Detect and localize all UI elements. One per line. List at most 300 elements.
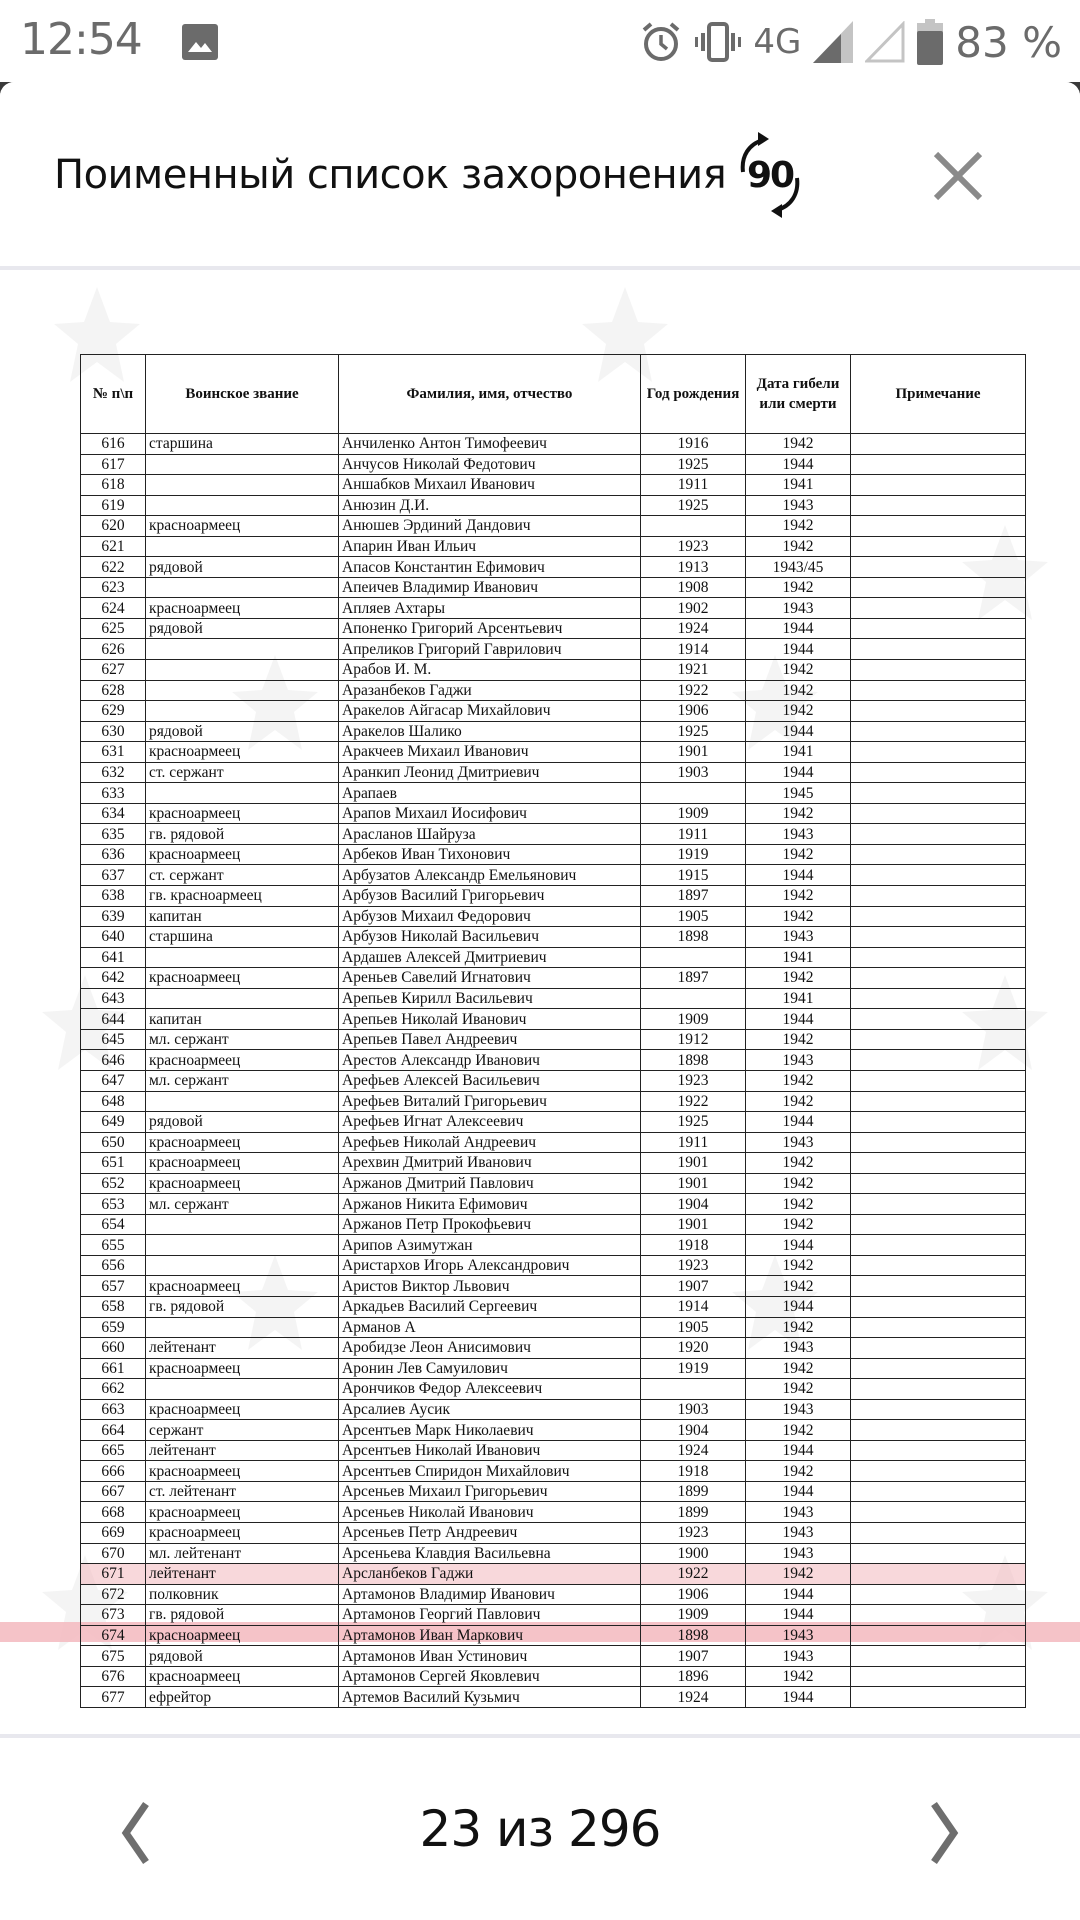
row-death-date: 1944 xyxy=(746,1235,851,1256)
table-row xyxy=(81,639,1026,660)
pagination-bar xyxy=(0,1734,1080,1920)
row-death-date: 1944 xyxy=(746,618,851,639)
row-number: 670 xyxy=(81,1543,146,1564)
table-row xyxy=(81,742,1026,763)
row-full-name: Арепьев Николай Иванович xyxy=(339,1009,641,1030)
row-note xyxy=(851,639,1026,660)
row-death-date: 1944 xyxy=(746,1296,851,1317)
row-note xyxy=(851,824,1026,845)
status-bar xyxy=(0,0,1080,82)
row-note xyxy=(851,1009,1026,1030)
table-row xyxy=(81,783,1026,804)
row-full-name: Артамонов Сергей Яковлевич xyxy=(339,1666,641,1687)
alarm-icon xyxy=(639,20,683,64)
row-rank: старшина xyxy=(146,927,339,948)
row-rank: ст. сержант xyxy=(146,865,339,886)
close-icon xyxy=(930,148,986,204)
row-death-date: 1942 xyxy=(746,803,851,824)
row-full-name: Арсентьев Марк Николаевич xyxy=(339,1420,641,1441)
row-number: 662 xyxy=(81,1379,146,1400)
row-birth-year: 1909 xyxy=(641,803,746,824)
row-full-name: Арончиков Федор Алексеевич xyxy=(339,1379,641,1400)
row-birth-year: 1914 xyxy=(641,639,746,660)
table-row xyxy=(81,660,1026,681)
row-note xyxy=(851,701,1026,722)
row-death-date: 1943 xyxy=(746,1502,851,1523)
row-full-name: Арсеньев Николай Иванович xyxy=(339,1502,641,1523)
row-note xyxy=(851,742,1026,763)
row-death-date: 1942 xyxy=(746,1379,851,1400)
row-birth-year: 1924 xyxy=(641,1440,746,1461)
table-row xyxy=(81,1502,1026,1523)
row-birth-year: 1901 xyxy=(641,1214,746,1235)
row-full-name: Апеичев Владимир Иванович xyxy=(339,577,641,598)
row-note xyxy=(851,1029,1026,1050)
row-birth-year: 1911 xyxy=(641,1132,746,1153)
row-rank xyxy=(146,988,339,1009)
table-row xyxy=(81,1399,1026,1420)
table-row xyxy=(81,1194,1026,1215)
table-row xyxy=(81,1522,1026,1543)
row-number: 628 xyxy=(81,680,146,701)
row-death-date: 1942 xyxy=(746,1276,851,1297)
column-header-name: Фамилия, имя, отчество xyxy=(339,355,641,434)
row-note xyxy=(851,495,1026,516)
row-full-name: Апреликов Григорий Гаврилович xyxy=(339,639,641,660)
row-number: 643 xyxy=(81,988,146,1009)
row-number: 664 xyxy=(81,1420,146,1441)
row-birth-year: 1918 xyxy=(641,1235,746,1256)
table-row xyxy=(81,1687,1026,1708)
row-full-name: Арбузов Николай Васильевич xyxy=(339,927,641,948)
row-death-date: 1942 xyxy=(746,434,851,455)
row-death-date: 1943 xyxy=(746,824,851,845)
table-row xyxy=(81,454,1026,475)
row-number: 669 xyxy=(81,1522,146,1543)
row-birth-year: 1908 xyxy=(641,577,746,598)
row-number: 626 xyxy=(81,639,146,660)
row-rank: красноармеец xyxy=(146,803,339,824)
table-row xyxy=(81,1296,1026,1317)
row-birth-year: 1905 xyxy=(641,1317,746,1338)
row-death-date: 1942 xyxy=(746,1070,851,1091)
table-row xyxy=(81,906,1026,927)
table-row xyxy=(81,1564,1026,1585)
table-row xyxy=(81,1050,1026,1071)
gallery-icon xyxy=(180,22,220,62)
row-death-date: 1941 xyxy=(746,742,851,763)
table-row xyxy=(81,1584,1026,1605)
row-birth-year: 1900 xyxy=(641,1543,746,1564)
row-rank: красноармеец xyxy=(146,742,339,763)
row-note xyxy=(851,844,1026,865)
row-note xyxy=(851,1687,1026,1708)
row-note xyxy=(851,1070,1026,1091)
row-number: 644 xyxy=(81,1009,146,1030)
row-death-date: 1942 xyxy=(746,1255,851,1276)
vibrate-icon xyxy=(695,20,741,64)
row-full-name: Арбузов Михаил Федорович xyxy=(339,906,641,927)
row-death-date: 1942 xyxy=(746,1461,851,1482)
row-birth-year xyxy=(641,783,746,804)
row-full-name: Анчиленко Антон Тимофеевич xyxy=(339,434,641,455)
row-full-name: Аржанов Никита Ефимович xyxy=(339,1194,641,1215)
row-full-name: Аробидзе Леон Анисимович xyxy=(339,1338,641,1359)
row-note xyxy=(851,968,1026,989)
row-birth-year: 1923 xyxy=(641,1255,746,1276)
row-note xyxy=(851,1358,1026,1379)
row-full-name: Арсланбеков Гаджи xyxy=(339,1564,641,1585)
row-birth-year: 1915 xyxy=(641,865,746,886)
row-number: 677 xyxy=(81,1687,146,1708)
row-death-date: 1944 xyxy=(746,1112,851,1133)
row-number: 647 xyxy=(81,1070,146,1091)
row-number: 642 xyxy=(81,968,146,989)
row-rank: гв. рядовой xyxy=(146,824,339,845)
row-rank: красноармеец xyxy=(146,1132,339,1153)
table-row xyxy=(81,1255,1026,1276)
row-birth-year: 1911 xyxy=(641,824,746,845)
row-rank: красноармеец xyxy=(146,1173,339,1194)
row-number: 630 xyxy=(81,721,146,742)
row-full-name: Арбузатов Александр Емельянович xyxy=(339,865,641,886)
row-full-name: Аншабков Михаил Иванович xyxy=(339,475,641,496)
row-number: 656 xyxy=(81,1255,146,1276)
row-number: 631 xyxy=(81,742,146,763)
row-full-name: Аракелов Айгасар Михайлович xyxy=(339,701,641,722)
row-rank: рядовой xyxy=(146,618,339,639)
row-death-date: 1944 xyxy=(746,1584,851,1605)
row-note xyxy=(851,865,1026,886)
row-full-name: Арипов Азимутжан xyxy=(339,1235,641,1256)
row-death-date: 1942 xyxy=(746,886,851,907)
table-row xyxy=(81,844,1026,865)
row-death-date: 1944 xyxy=(746,1605,851,1626)
row-note xyxy=(851,1399,1026,1420)
close-button[interactable] xyxy=(930,148,986,204)
row-birth-year xyxy=(641,516,746,537)
row-number: 622 xyxy=(81,557,146,578)
row-death-date: 1943 xyxy=(746,1646,851,1667)
row-number: 621 xyxy=(81,536,146,557)
row-birth-year: 1911 xyxy=(641,475,746,496)
row-rank xyxy=(146,1379,339,1400)
table-row xyxy=(81,434,1026,455)
row-full-name: Артамонов Владимир Иванович xyxy=(339,1584,641,1605)
row-death-date: 1942 xyxy=(746,1153,851,1174)
row-full-name: Арсалиев Аусик xyxy=(339,1399,641,1420)
row-full-name: Арбузов Василий Григорьевич xyxy=(339,886,641,907)
row-note xyxy=(851,1440,1026,1461)
row-rank xyxy=(146,577,339,598)
row-rank: рядовой xyxy=(146,557,339,578)
row-full-name: Аракелов Шалико xyxy=(339,721,641,742)
row-number: 665 xyxy=(81,1440,146,1461)
row-rank xyxy=(146,454,339,475)
row-death-date: 1944 xyxy=(746,762,851,783)
row-birth-year: 1909 xyxy=(641,1605,746,1626)
row-rank: красноармеец xyxy=(146,1358,339,1379)
column-header-number: № п\п xyxy=(81,355,146,434)
row-note xyxy=(851,660,1026,681)
table-row xyxy=(81,516,1026,537)
table-row xyxy=(81,1009,1026,1030)
row-note xyxy=(851,1666,1026,1687)
row-birth-year: 1925 xyxy=(641,721,746,742)
row-death-date: 1943 xyxy=(746,1625,851,1646)
row-full-name: Арсеньев Михаил Григорьевич xyxy=(339,1481,641,1502)
row-note xyxy=(851,1543,1026,1564)
row-note xyxy=(851,721,1026,742)
row-birth-year: 1913 xyxy=(641,557,746,578)
row-birth-year: 1919 xyxy=(641,844,746,865)
row-birth-year: 1906 xyxy=(641,1584,746,1605)
document-page[interactable] xyxy=(0,270,1080,1816)
row-birth-year: 1916 xyxy=(641,434,746,455)
row-full-name: Аракчеев Михаил Иванович xyxy=(339,742,641,763)
table-row xyxy=(81,1605,1026,1626)
row-birth-year: 1923 xyxy=(641,1522,746,1543)
row-number: 667 xyxy=(81,1481,146,1502)
row-full-name: Аржанов Дмитрий Павлович xyxy=(339,1173,641,1194)
row-full-name: Арефьев Игнат Алексеевич xyxy=(339,1112,641,1133)
row-rank xyxy=(146,660,339,681)
row-full-name: Артамонов Иван Устинович xyxy=(339,1646,641,1667)
row-full-name: Апляев Ахтары xyxy=(339,598,641,619)
row-birth-year xyxy=(641,1379,746,1400)
document-viewer xyxy=(0,82,1080,1920)
table-row xyxy=(81,886,1026,907)
row-death-date: 1944 xyxy=(746,1481,851,1502)
row-death-date: 1942 xyxy=(746,968,851,989)
row-note xyxy=(851,1338,1026,1359)
table-row xyxy=(81,1666,1026,1687)
row-rank: красноармеец xyxy=(146,1502,339,1523)
row-full-name: Аронин Лев Самуилович xyxy=(339,1358,641,1379)
row-number: 675 xyxy=(81,1646,146,1667)
row-number: 616 xyxy=(81,434,146,455)
row-full-name: Аристов Виктор Львович xyxy=(339,1276,641,1297)
row-birth-year: 1925 xyxy=(641,454,746,475)
row-rank: сержант xyxy=(146,1420,339,1441)
row-number: 639 xyxy=(81,906,146,927)
table-row xyxy=(81,762,1026,783)
row-note xyxy=(851,1173,1026,1194)
row-number: 620 xyxy=(81,516,146,537)
row-death-date: 1945 xyxy=(746,783,851,804)
row-rank: мл. сержант xyxy=(146,1070,339,1091)
table-row xyxy=(81,947,1026,968)
row-note xyxy=(851,1584,1026,1605)
row-full-name: Ареньев Савелий Игнатович xyxy=(339,968,641,989)
table-body xyxy=(81,434,1026,1708)
status-icons xyxy=(639,14,1062,70)
row-birth-year: 1919 xyxy=(641,1358,746,1379)
column-header-note: Примечание xyxy=(851,355,1026,434)
row-note xyxy=(851,1564,1026,1585)
row-note xyxy=(851,1194,1026,1215)
row-full-name: Арефьев Алексей Васильевич xyxy=(339,1070,641,1091)
row-death-date: 1943 xyxy=(746,1543,851,1564)
row-rank: капитан xyxy=(146,906,339,927)
row-number: 619 xyxy=(81,495,146,516)
row-death-date: 1942 xyxy=(746,1317,851,1338)
column-header-birth-year: Год рождения xyxy=(641,355,746,434)
row-full-name: Арепьев Кирилл Васильевич xyxy=(339,988,641,1009)
battery-icon xyxy=(917,19,943,65)
row-number: 640 xyxy=(81,927,146,948)
row-birth-year: 1904 xyxy=(641,1420,746,1441)
row-birth-year: 1912 xyxy=(641,1029,746,1050)
row-birth-year: 1921 xyxy=(641,660,746,681)
row-birth-year: 1897 xyxy=(641,886,746,907)
row-note xyxy=(851,454,1026,475)
rotate-angle-label: 90 xyxy=(747,155,794,196)
row-note xyxy=(851,762,1026,783)
row-birth-year: 1920 xyxy=(641,1338,746,1359)
row-birth-year: 1924 xyxy=(641,618,746,639)
row-death-date: 1942 xyxy=(746,1420,851,1441)
row-rank xyxy=(146,947,339,968)
row-note xyxy=(851,886,1026,907)
row-rank: рядовой xyxy=(146,1112,339,1133)
row-death-date: 1943 xyxy=(746,1522,851,1543)
row-note xyxy=(851,1605,1026,1626)
row-rank: мл. сержант xyxy=(146,1029,339,1050)
row-rank xyxy=(146,1214,339,1235)
row-rank xyxy=(146,1235,339,1256)
row-number: 617 xyxy=(81,454,146,475)
table-row xyxy=(81,1276,1026,1297)
row-death-date: 1941 xyxy=(746,475,851,496)
table-row xyxy=(81,1461,1026,1482)
row-number: 673 xyxy=(81,1605,146,1626)
table-row xyxy=(81,475,1026,496)
row-rank: красноармеец xyxy=(146,1461,339,1482)
row-birth-year: 1922 xyxy=(641,680,746,701)
row-note xyxy=(851,434,1026,455)
row-number: 666 xyxy=(81,1461,146,1482)
burial-list-table xyxy=(80,354,1026,1708)
table-row xyxy=(81,1543,1026,1564)
row-rank xyxy=(146,1255,339,1276)
row-death-date: 1942 xyxy=(746,1091,851,1112)
row-death-date: 1942 xyxy=(746,701,851,722)
row-birth-year: 1907 xyxy=(641,1276,746,1297)
row-rank: красноармеец xyxy=(146,1666,339,1687)
row-note xyxy=(851,1461,1026,1482)
row-rank xyxy=(146,680,339,701)
row-birth-year: 1925 xyxy=(641,495,746,516)
row-death-date: 1944 xyxy=(746,454,851,475)
row-number: 629 xyxy=(81,701,146,722)
row-number: 627 xyxy=(81,660,146,681)
row-birth-year: 1903 xyxy=(641,762,746,783)
row-birth-year: 1923 xyxy=(641,536,746,557)
row-full-name: Арбеков Иван Тихонович xyxy=(339,844,641,865)
row-death-date: 1944 xyxy=(746,1687,851,1708)
row-full-name: Арапаев xyxy=(339,783,641,804)
row-number: 652 xyxy=(81,1173,146,1194)
table-row xyxy=(81,1317,1026,1338)
row-rank xyxy=(146,783,339,804)
row-number: 676 xyxy=(81,1666,146,1687)
viewer-header xyxy=(0,82,1080,270)
signal-empty-icon xyxy=(865,21,905,63)
row-number: 633 xyxy=(81,783,146,804)
row-note xyxy=(851,577,1026,598)
row-full-name: Арапов Михаил Иосифович xyxy=(339,803,641,824)
row-note xyxy=(851,1522,1026,1543)
row-rank: красноармеец xyxy=(146,968,339,989)
row-full-name: Аранкип Леонид Дмитриевич xyxy=(339,762,641,783)
row-rank: красноармеец xyxy=(146,1276,339,1297)
row-rank: полковник xyxy=(146,1584,339,1605)
row-birth-year: 1901 xyxy=(641,742,746,763)
row-birth-year: 1903 xyxy=(641,1399,746,1420)
row-death-date: 1941 xyxy=(746,947,851,968)
row-death-date: 1943 xyxy=(746,1338,851,1359)
row-birth-year: 1925 xyxy=(641,1112,746,1133)
table-row xyxy=(81,1235,1026,1256)
table-row xyxy=(81,1379,1026,1400)
row-rank: капитан xyxy=(146,1009,339,1030)
table-row xyxy=(81,1358,1026,1379)
table-row xyxy=(81,968,1026,989)
row-rank: красноармеец xyxy=(146,598,339,619)
row-death-date: 1942 xyxy=(746,516,851,537)
row-birth-year xyxy=(641,947,746,968)
row-death-date: 1942 xyxy=(746,1214,851,1235)
row-number: 649 xyxy=(81,1112,146,1133)
row-rank xyxy=(146,1317,339,1338)
table-row xyxy=(81,557,1026,578)
table-row xyxy=(81,824,1026,845)
table-row xyxy=(81,495,1026,516)
page-indicator: 23 из 296 xyxy=(419,1800,661,1858)
row-death-date: 1942 xyxy=(746,680,851,701)
row-birth-year: 1896 xyxy=(641,1666,746,1687)
row-note xyxy=(851,598,1026,619)
table-row xyxy=(81,1481,1026,1502)
row-death-date: 1943 xyxy=(746,927,851,948)
row-number: 638 xyxy=(81,886,146,907)
row-rank xyxy=(146,536,339,557)
row-rank: гв. рядовой xyxy=(146,1605,339,1626)
row-number: 648 xyxy=(81,1091,146,1112)
row-death-date: 1942 xyxy=(746,660,851,681)
row-note xyxy=(851,988,1026,1009)
row-rank: лейтенант xyxy=(146,1440,339,1461)
row-number: 635 xyxy=(81,824,146,845)
row-note xyxy=(851,1235,1026,1256)
row-full-name: Аристархов Игорь Александрович xyxy=(339,1255,641,1276)
row-rank xyxy=(146,475,339,496)
row-number: 654 xyxy=(81,1214,146,1235)
row-birth-year: 1922 xyxy=(641,1564,746,1585)
row-full-name: Анюшев Эрдиний Дандович xyxy=(339,516,641,537)
table-row xyxy=(81,927,1026,948)
row-note xyxy=(851,557,1026,578)
row-full-name: Аразанбеков Гаджи xyxy=(339,680,641,701)
row-rank: красноармеец xyxy=(146,1625,339,1646)
row-death-date: 1942 xyxy=(746,577,851,598)
row-note xyxy=(851,618,1026,639)
row-number: 618 xyxy=(81,475,146,496)
next-page-button[interactable] xyxy=(918,1798,968,1868)
row-number: 641 xyxy=(81,947,146,968)
rotate-button[interactable] xyxy=(725,130,815,220)
